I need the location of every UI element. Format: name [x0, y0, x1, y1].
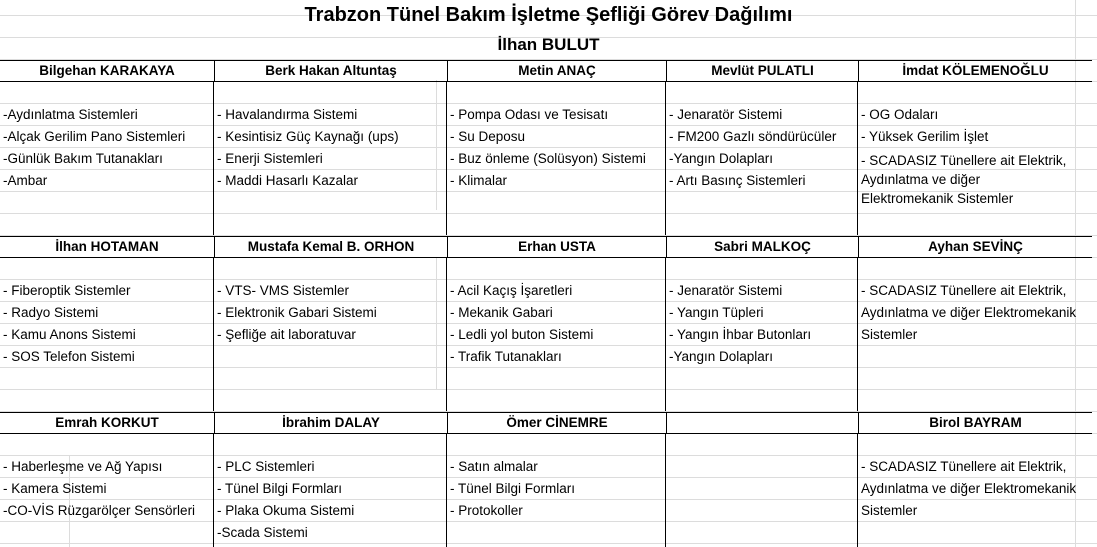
- task-item: - Protokoller: [450, 503, 523, 518]
- task-item: - FM200 Gazlı söndürücüler: [669, 129, 837, 144]
- task-item: - Buz önleme (Solüsyon) Sistemi: [450, 151, 646, 166]
- task-list: [0, 456, 213, 522]
- task-list: [447, 456, 665, 522]
- person-name: Bilgehan KARAKAYA: [39, 63, 175, 78]
- task-list: [666, 280, 857, 368]
- page-title: Trabzon Tünel Bakım İşletme Şefliği Görev Dağılımı: [304, 4, 793, 26]
- task-item: - VTS- VMS Sistemler: [217, 283, 350, 298]
- task-item: -Alçak Gerilim Pano Sistemleri: [3, 129, 186, 144]
- task-item: - Fiberoptik Sistemler: [3, 283, 131, 298]
- task-item: - Satın almalar: [450, 459, 538, 474]
- task-item: - Su Deposu: [450, 129, 526, 144]
- task-item: -Yangın Dolapları: [669, 349, 774, 364]
- task-item: - Tünel Bilgi Formları: [450, 481, 576, 496]
- task-item-multiline: - SCADASIZ Tünellere ait Elektrik, Aydınlatma ve diğer Elektromekanik Sistemler: [861, 459, 1077, 518]
- task-list: [214, 280, 446, 346]
- task-item: - Pompa Odası ve Tesisatı: [450, 107, 609, 122]
- task-item: - Kamu Anons Sistemi: [3, 327, 136, 342]
- task-item: -Aydınlatma Sistemleri: [3, 107, 138, 122]
- task-item: - Klimalar: [450, 173, 508, 188]
- task-item: - Havalandırma Sistemi: [217, 107, 358, 122]
- task-list: [666, 104, 857, 192]
- task-list: [0, 280, 213, 368]
- person-name: Metin ANAÇ: [447, 61, 666, 81]
- task-item: - Trafik Tutanakları: [450, 349, 562, 364]
- task-item: - SOS Telefon Sistemi: [3, 349, 135, 364]
- task-item: - Yüksek Gerilim İşlet: [861, 129, 989, 144]
- task-item: - Enerji Sistemleri: [217, 151, 323, 166]
- header-row-2: [0, 236, 1092, 258]
- person-name: İbrahim DALAY: [214, 413, 447, 433]
- person-name: İmdat KÖLEMENOĞLU: [858, 61, 1092, 81]
- task-list: [447, 104, 665, 192]
- person-name: Ömer CİNEMRE: [447, 413, 666, 433]
- task-item: - Plaka Okuma Sistemi: [217, 503, 355, 518]
- task-item-multiline: - SCADASIZ Tünellere ait Elektrik, Aydınlatma ve diğer Elektromekanik Sistemler: [861, 283, 1077, 342]
- task-item: -Yangın Dolapları: [669, 151, 774, 166]
- task-list: [214, 456, 446, 544]
- task-item: - Yangın İhbar Butonları: [669, 327, 812, 342]
- person-name: Mustafa Kemal B. ORHON: [214, 237, 447, 257]
- task-item: - Elektronik Gabari Sistemi: [217, 305, 377, 320]
- page-subtitle: İlhan BULUT: [497, 35, 600, 54]
- task-item: - Kamera Sistemi: [3, 481, 107, 496]
- header-row-1: [0, 60, 1092, 82]
- task-item-multiline: - SCADASIZ Tünellere ait Elektrik, Aydınlatma ve diğer Elektromekanik Sistemler: [861, 153, 1067, 206]
- task-item: - Artı Basınç Sistemleri: [669, 173, 806, 188]
- task-item: - Jenaratör Sistemi: [669, 283, 783, 298]
- task-list: [214, 104, 446, 192]
- task-item: -Günlük Bakım Tutanakları: [3, 151, 163, 166]
- task-item: -Scada Sistemi: [217, 525, 308, 540]
- task-list: [858, 280, 1084, 346]
- task-item: - Maddi Hasarlı Kazalar: [217, 173, 359, 188]
- task-item: - Ledli yol buton Sistemi: [450, 327, 594, 342]
- person-name: Sabri MALKOÇ: [666, 237, 858, 257]
- person-name: İlhan HOTAMAN: [55, 239, 159, 254]
- task-item: - Tünel Bilgi Formları: [217, 481, 343, 496]
- column-separator: [665, 434, 666, 547]
- task-item: - Mekanik Gabari: [450, 305, 553, 320]
- person-name: Berk Hakan Altuntaş: [214, 61, 447, 81]
- person-name: Ayhan SEVİNÇ: [858, 237, 1092, 257]
- task-list: [858, 456, 1084, 522]
- header-row-3: [0, 412, 1092, 434]
- task-item: - Yangın Tüpleri: [669, 305, 764, 320]
- person-name: Emrah KORKUT: [55, 415, 159, 430]
- task-item: - OG Odaları: [861, 107, 939, 122]
- person-name: Mevlüt PULATLI: [666, 61, 858, 81]
- task-item: - Kesintisiz Güç Kaynağı (ups): [217, 129, 399, 144]
- task-item: - Jenaratör Sistemi: [669, 107, 783, 122]
- task-list: [0, 104, 213, 192]
- person-name: Birol BAYRAM: [858, 413, 1092, 433]
- task-item: -CO-VİS Rüzgarölçer Sensörleri: [3, 503, 196, 518]
- task-list: [858, 104, 1076, 208]
- task-item: - Radyo Sistemi: [3, 305, 99, 320]
- task-list: [447, 280, 665, 368]
- task-item: - Haberleşme ve Ağ Yapısı: [3, 459, 163, 474]
- task-item: - Acil Kaçış İşaretleri: [450, 283, 573, 298]
- task-item: - Şefliğe ait laboratuvar: [217, 327, 356, 342]
- person-name: Erhan USTA: [447, 237, 666, 257]
- task-item: -Ambar: [3, 173, 48, 188]
- task-item: - PLC Sistemleri: [217, 459, 315, 474]
- person-name: [666, 413, 858, 433]
